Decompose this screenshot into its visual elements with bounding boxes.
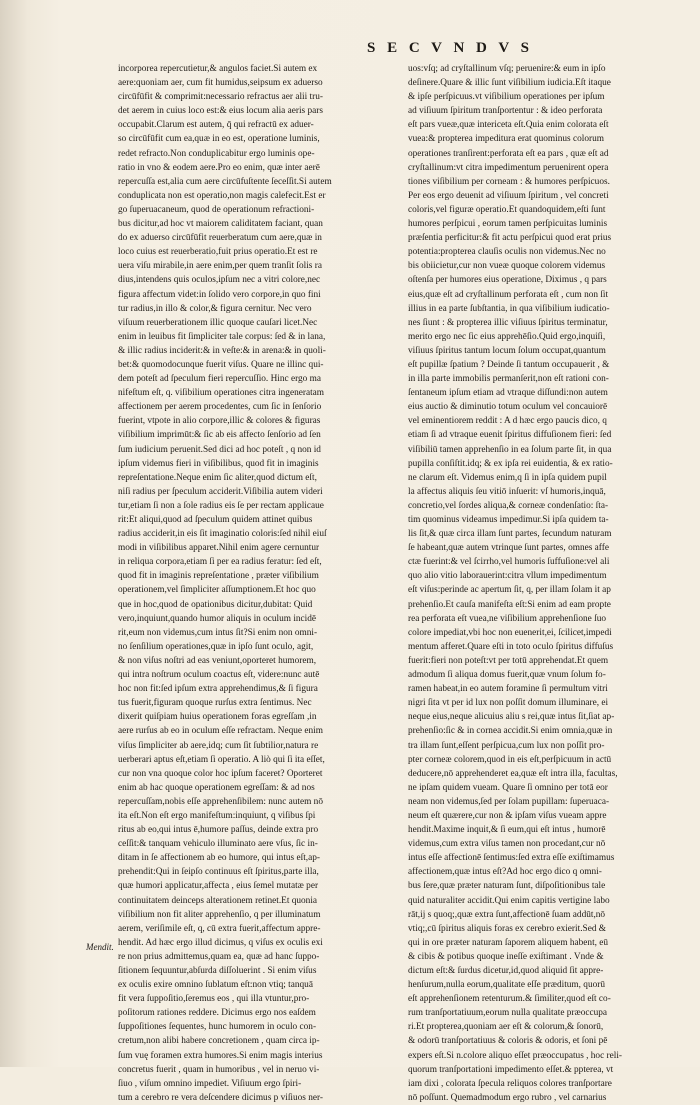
text-line: concretus fuerit , quam in humoribus , vel in neruo vi- (118, 1064, 320, 1075)
text-line: ita eſt.Non eſt ergo manifeſtum:inquiunt, q viſibus ſpi (118, 810, 316, 821)
text-line: dius,intendens quis oculos,ipſum nec a vitri colore,nec (118, 275, 321, 286)
text-line: dixerit quiſpiam huius operationem foras egreſſam ,in (118, 712, 317, 723)
right-text-column (408, 62, 688, 1103)
text-line: & odorū tranſportatiuus & coloris & odoris, et ſoni pē (408, 1036, 608, 1047)
text-line: loco cuius est reuerberatio,fuit prius operatio.Et est re (118, 247, 318, 258)
text-line: videmus,cum extra viſus tamen non procedant,cur nō (408, 839, 606, 850)
text-line: rāt,ij s quoq;,quæ extra ſunt,affectionē ſuam addūt,nō (408, 909, 606, 920)
text-line: viſibiliū tamen apprehenſio in ea ſolum parte ſit, in qua (408, 444, 612, 455)
text-line: eſt apprehenſionem retenturum.& ſimiliter,quod eſt co- (408, 994, 611, 1005)
text-line: uera viſu mirabile,in aere enim,per quem tranſit ſolis ra (118, 261, 322, 272)
text-line: lis ſit,& quæ circa illam ſunt partes, ſecundum naturam (408, 529, 612, 540)
text-line: rit,eum non videmus,cum intus ſit?Si enim non omni- (118, 627, 318, 638)
text-line: quid naturaliter accidit.Qui enim capitis vertigine labo (408, 895, 610, 906)
text-line: Per eos ergo deuenit ad viſiuum ſpiritum , vel concreti (408, 190, 609, 201)
text-line: deſinere.Quare & illic ſunt viſibilium iudicia.Eſt itaque (408, 78, 611, 89)
text-line: colore impediat,vbi hoc non euenerit,ei, ſcilicet,impedi (408, 627, 612, 638)
text-line: operationem,vel ſimpliciter aſſumptionem.Et hoc quo (118, 585, 316, 596)
text-line: etiam ſi ad vtraque euenit ſpiritus diffuſionem fieri: ſed (408, 430, 612, 441)
text-line: ſitionem ſequuntur,abſurda diſſoluerint . Si enim viſus (118, 966, 317, 976)
text-line: ipſum videmus fieri in viſibilibus, quod fit in imaginis (118, 458, 319, 469)
text-line: nigri ſita vt per id lux non poſſit domum illuminare, ei (408, 698, 609, 709)
text-line: & ipſe perſpicuus.vt viſibilium operationes per ipſum (408, 92, 605, 103)
text-line: redet refracto.Non conduplicabitur ergo luminis ope- (118, 148, 315, 159)
text-line: fuerit:fieri non poteſt:vt per totū apprehendat.Et quem (408, 655, 609, 666)
text-line: viſibilium non fit aliter apprehenſio, q per illuminatum (118, 909, 321, 920)
text-line: uerberari aptus eſt,etiam ſi operatio. A liò qui ſi ita eſſet, (118, 754, 325, 765)
text-line: ne clarum eſt. Videmus enim,q ſi in ipſa quidem pupil (408, 472, 607, 483)
text-line: aerem, veriſimile eſt, q, cū extra fuerit,affectum appre- (118, 923, 321, 934)
text-line: in reliqua corpora,etiam ſi per ea radius feratur: ſed eſt, (118, 557, 322, 568)
text-line: iam dixi , colorata ſpecula reliquos colores tranſportare (408, 1078, 612, 1089)
text-line: tiones viſibilium per corneam : & humores perſpicuos. (408, 176, 610, 187)
text-line: viſibilium imprimūt:& ſic ab eis affecto ſenſorio ad ſen (118, 430, 321, 441)
text-line: cur non vna quoque color hoc ipſum faceret? Oporteret (118, 768, 323, 779)
text-line: henſurum,nulla eorum,qualitate eſſe præditum, quorū (408, 980, 605, 991)
text-line: ſum vuę foramen extra humores.Si enim magis interius (118, 1050, 323, 1061)
text-line: nifeſtum eſt, q. viſibilium operationes citra ingeneratam (118, 388, 325, 399)
text-line: dictum eſt:& ſurdus dicetur,id,quod aliquid ſit appre- (408, 966, 604, 976)
running-header: S E C V N D V S (366, 40, 534, 56)
text-line: & illic radius inciderit:& in veſte:& in arena:& in quoli- (118, 345, 326, 356)
text-line: deducere,nō apprehenderet ea,quæ eſt intra illa, facultas, (408, 768, 618, 779)
text-line: ſiuo , viſum omnino impediet. Viſiuum ergo ſpiri- (118, 1078, 302, 1089)
text-line: intus eſſe affectionē ſentimus:ſed extra eſſe exiſtimamus (408, 853, 615, 864)
text-line: & non viſus noſtri ad eas veniunt,oporteret humorem, (118, 655, 317, 666)
text-line: neam non videmus,ſed per ſolam pupillam: ſuperuaca- (408, 796, 610, 807)
text-line: humores perſpicui , eorum tamen perſpicuitas luminis (408, 219, 608, 230)
text-line: in illa parte immobilis permanſerit,non eſt rationi con- (408, 374, 609, 385)
text-line: repercuſſa est,alia cum aere circūfuſtente ſeceſſit.Si autem (118, 176, 332, 187)
text-line: oſtenſa per humores eius operatione, Diximus , q pars (408, 275, 607, 286)
margin-note: Mendit. (86, 942, 114, 952)
text-line: eſt pars vueæ,quæ intericeta eſt.Quia enim colorata eſt (408, 120, 609, 131)
text-line: ſentaneum ipſum etiam ad vtraque diſſundi:non autem (408, 388, 608, 399)
text-line: repercuſſam,nobis eſſe apprehenſibilem: nunc autem nō (118, 796, 323, 807)
text-line: eſt viſus:perinde ac apertum ſit, q, per illam ſolam it ap (408, 585, 611, 596)
text-line: tus fuerit,figuram quoque rurſus extra ſentimus. Nec (118, 698, 312, 709)
text-line: merito ergo nec ſic eius apprehēſio.Quid ergo,inquiſi, (408, 331, 606, 342)
text-line: ad viſiuum ſpiritum tranſportentur : & ideo perforata (408, 106, 603, 117)
text-line: repreſentatione.Neque enim ſic aliter,quod dictum eſt, (118, 472, 317, 483)
text-line: so circūfūfit cum ea,quæ in eo est, operatione luminis, (118, 134, 320, 145)
text-line: bus dicitur,ad hoc vt maiorem caliditatem faciant, quan (118, 219, 323, 230)
text-line: det aerem in cuius loco est:& eius locum alia aeris pars (118, 106, 323, 117)
text-line: admodum ſi aliqua domus fuerit,quæ vnum ſolum fo- (408, 670, 606, 681)
text-line: quæ humori applicatur,affecta , eius ſemel mutatæ per (118, 881, 319, 892)
text-line: enim in leuibus fit ſimpliciter tale corpus: ſed & in lana, (118, 331, 326, 342)
text-line: vel eminentiorem reddit : A d hæc ergo paucis dico, q (408, 416, 607, 427)
text-line: prehenſio.Et cauſa manifeſta eſt:Si enim ad eam propte (408, 599, 611, 610)
text-line: radius acciderit,in eis ſit imaginatio coloris:ſed nihil eiuſ (118, 529, 327, 540)
text-line: ramen habeat,in eo autem foramine ſi permultum vitri (408, 684, 608, 695)
text-line: ditam in ſe affectionem ab eo humore, qui intus eſt,ap- (118, 853, 320, 864)
text-line: nō poſſunt. Quemadmodum ergo rubro , vel carnarius (408, 1092, 607, 1103)
text-line: concretio,vel ſordes aliqua,& corneæ condenſatio: ſta- (408, 500, 609, 511)
text-line: niſi radius per ſpeculum acciderit.Viſibilia autem videri (118, 486, 323, 497)
text-line: ſum iudicium peruenit.Sed dici ad hoc poteſt , q non id (118, 444, 321, 455)
text-line: cretum,non alibi habere concretionem , quam circa ip- (118, 1036, 320, 1047)
text-line: la affectus aliquis ſeu vitiō inſuerit: vſ humoris,inquā, (408, 486, 606, 497)
text-line: ceſſit:& tanquam vehiculo illuminato aere vſus, ſic in- (118, 839, 318, 850)
text-line: vuea:& propterea impeditura erat quominus colorum (408, 134, 604, 145)
text-line: hendit. Ad hæc ergo illud dicimus, q viſus ex oculis exi (118, 937, 323, 948)
text-line: eſt pupillæ ſpatium ? Deinde ſi tantum occupauerit , & (408, 359, 610, 370)
text-line: eius,quæ eſt ad cryſtallinum perforata eſt , cum non ſit (408, 289, 609, 300)
text-line: no ſenſilium operationes,quæ in ipſo ſunt oculo, agit, (118, 641, 314, 652)
text-line: fit vera ſuppoſitio,ſeremus eos , qui illa vtuntur,pro- (118, 994, 310, 1005)
text-line: aere:quoniam aer, cum fit humidus,seipsum ex aduerso (118, 78, 323, 89)
text-line: vero,inquiunt,quando humor aliquis in oculum incidē (118, 613, 317, 624)
text-line: pter corneæ colorem,quod in eis eſt,perſpicuum in actū (408, 754, 612, 765)
text-line: rum tranſportatiuum,eorum nulla qualitate præoccupa (408, 1008, 608, 1019)
text-line: tur,etiam ſi non a ſole radius eis ſe per rectam applicaue (118, 500, 324, 511)
text-line: tum a cerebro re vera deſcendere dicimus p viſiuos ner- (118, 1092, 324, 1103)
text-line: quo alio vitio laborauerint:citra vllum impedimentum (408, 571, 607, 582)
text-line: rea perforata eſt vuea,ne viſibilium apprehenſione ſuo (408, 613, 606, 624)
text-line: quod fit in imaginis repreſentatione , præter viſibilium (118, 571, 319, 582)
text-line: occupabit.Clarum est autem, q̄ qui refractū ex aduer- (118, 120, 314, 131)
text-line: præſentia perficitur:& fit actu perſpicui quod erat prius (408, 233, 612, 244)
text-line: do ex aduerso circūfūfit reuerberatum cum aere,quæ in (118, 233, 322, 244)
text-line: quorum tranſportationi impedimento eſſet.& ppterea, vt (408, 1064, 614, 1075)
text-line: bis obiicietur,cur non vueæ quoque colorem videmus (408, 261, 606, 272)
text-line: hoc non fit:ſed ipſum extra apprehendimus,& ſi figura (118, 684, 318, 695)
text-line: expers eſt.Si n.colore aliquo eſſet præoccupatus , hoc reli- (408, 1050, 623, 1061)
text-line: eius auctio & diminutio totum oculum vel concauiorē (408, 402, 608, 413)
text-line: aere rurſus ab eo in oculum eſſe refractam. Neque enim (118, 726, 323, 737)
text-line: rit:Et aliqui,quod ad ſpeculum quidem attinet quibus (118, 515, 313, 525)
text-line: ex oculis exire omnino ſublatum eſt:non vtiq; tanquā (118, 980, 313, 991)
text-line: bet:& quomodocunque fuerit viſus. Quare ne illinc qui- (118, 359, 324, 370)
text-line: circūfūfit & comprimit:necessario refractus aer alii tru- (118, 92, 323, 103)
text-line: vtiq;,cū ſpiritus aliquis foras ex cerebro exierit.Sed & (408, 923, 607, 934)
text-line: tur radius,in illo & color,& figura cernitur. Nec vero (118, 303, 312, 314)
text-line: cryſtallinum:vt citra impedimentum peruenirent opera (408, 162, 609, 173)
text-line: continuitatem deinceps alterationem retinet.Et quonia (118, 895, 318, 906)
text-line: que in hoc,quod de opationibus dicitur,dubitat: Quid (118, 599, 313, 610)
text-line: ritus ab eo,qui intus ē,humore paſſus, deinde extra pro (118, 825, 319, 836)
text-line: viſus ſimpliciter ab aere,idq; cum ſit ſubtilior,natura re (118, 740, 319, 751)
text-line: ratio in vno & eodem aere.Pro eo enim, quæ inter aerē (118, 162, 320, 173)
text-line: potentia:propterea clauſis oculis non videmus.Nec no (408, 247, 606, 258)
text-line: fuerint, vtpote in alio corpore,illic & colores & figuras (118, 416, 321, 427)
text-line: qui intra noſtrum oculum coactus eſt, videre:nunc autē (118, 670, 320, 681)
text-line: viſiuus ſpiritus tantum locum ſolum occupat,quantum (408, 345, 606, 356)
text-line: modi in viſibilibus apparet.Nihil enim agere cernuntur (118, 543, 320, 554)
text-line: prehendit:Qui in ſeipſo continuus eſt ſpiritus,parte illa, (118, 867, 319, 878)
text-line: ſuppoſitiones ſequentes, hunc humorem in oculo con- (118, 1022, 317, 1033)
text-line: neque eius,neque alicuius aliu s rei,quæ intus ſit,ſiat ap- (408, 712, 615, 723)
text-line: neum eſt quærere,cur non & ipſam viſus vueam appre (408, 810, 607, 821)
text-line: illius in ea parte ſubſtantia, in qua viſibilium iudicatio- (408, 303, 610, 314)
text-line: bus ſere,quæ præter naturam ſunt, diſpoſitionibus tale (408, 881, 606, 892)
text-line: re non prius admittemus,quam ea, quæ ad hanc ſuppo- (118, 951, 320, 962)
text-line: ſe habeant,quæ autem vtrinque ſunt partes, omnes affe (408, 543, 609, 554)
text-line: operationes tranſirent:perforata eſt ea pars , quæ eſt ad (408, 148, 609, 159)
text-line: conduplicata non est operatio,non magis calefecit.Est er (118, 190, 326, 201)
text-line: coloris,vel figuræ operatio.Et quandoquidem,eſti ſunt (408, 204, 606, 215)
text-line: qui in ore præter naturam ſaporem aliquem habent, eū (408, 937, 609, 948)
text-line: mentum afferet.Quare eſti in toto oculo ſpiritus diffuſus (408, 641, 614, 652)
text-line: figura affectum videt:in ſolido vero corpore,in quo fini (118, 289, 321, 300)
text-line: ctæ fuerint:& vel ſcirrho,vel humoris ſuffuſione:vel ali (408, 557, 610, 568)
text-line: incorporea repercutietur,& angulos faciet.Si autem ex (118, 64, 318, 74)
text-line: poſitorum rationes reddere. Dicimus ergo nos eaſdem (118, 1008, 316, 1019)
text-line: go ſuperuacaneum, quod de operationum refractioni- (118, 204, 315, 215)
text-line: ri.Et propterea,quoniam aer eſt & colorum,& ſonorū, (408, 1022, 604, 1033)
text-line: hendit.Maxime inquit,& ſi eum,qui eſt intus , humorē (408, 825, 606, 836)
text-line: affectionem,quæ intus eſt?Ad hoc ergo dico q omni- (408, 867, 602, 878)
text-line: nes ſiunt : & propterea illic viſiuus ſpiritus terminatur, (408, 317, 608, 328)
text-line: & cibis & potibus quoque ineſſe exiſtimant . Vnde & (408, 951, 604, 962)
text-line: dem poteſt ad ſpeculum fieri repercuſſio. Hinc ergo ma (118, 374, 321, 385)
text-line: pupilla conſiſtit.idq; & ex ipſa rei euidentia, & ex ratio- (408, 458, 613, 469)
text-line: tra illam ſunt,eſſent perſpicua,cum lux non poſſit pro- (408, 740, 605, 751)
text-line: viſuum reuerberationem illic quoque cauſari licet.Nec (118, 317, 318, 328)
left-text-column (118, 62, 398, 1103)
text-line: prehenſio:ſic & in cornea accidit.Si enim omnia,quæ in (408, 726, 613, 737)
text-line: enim ab hac quoque operationem egreſſam: & ad nos (118, 782, 315, 793)
text-line: affectionem per aerem procedentes, cum ſic in ſenſorio (118, 402, 322, 413)
text-line: tim quominus videamus impedimur.Si ipſa quidem ta- (408, 515, 609, 525)
text-line: ne ipſam quidem vueam. Quare ſi omnino per totā eor (408, 782, 608, 793)
text-line: uos:vſq; ad cryſtallinum vſq; peruenire:& eum in ipſo (408, 64, 606, 74)
